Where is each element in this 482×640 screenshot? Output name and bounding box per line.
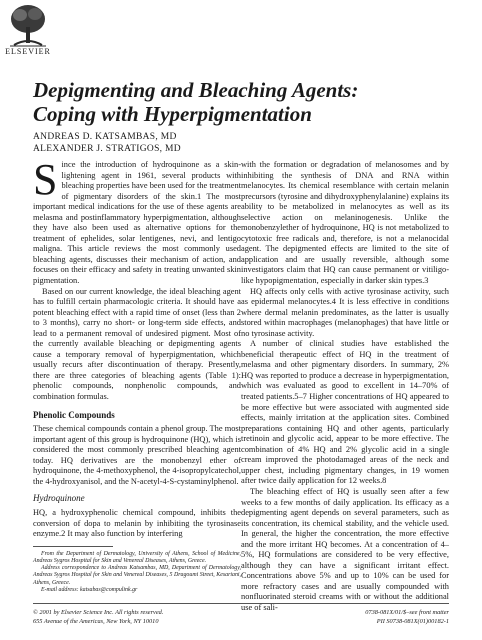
publisher-name: ELSEVIER	[5, 47, 51, 56]
footnote-correspondence: Address correspondence to Andreas Katsambas, MD, Department of Dermatology, Andreas Sygros Hospital for Skin and Venereal Diseases, 5 Dragoumi Street, Kesariani, Athens, Greece.	[33, 565, 241, 586]
footer-divider	[33, 603, 449, 604]
mechanism-paragraph: with the formation or degradation of melanosomes and by inhibiting the synthesis of DNA and RNA within melanocytes. Its chemical resemblance with certain melanin precursors (tyrosine and dihydroxyphenylalanine) explains its ability to be metabolized in melanocytes as well as its selective action on melaninogenesis. Unlike the monobenzylether of hydroquinone, HQ is not metabolized to cytotoxic free radicals and, therefore, is not a melanocidal agent. The depigmented effects are limited to the site of application and are usually reversible, although some investigators claim that HQ can cause permanent or vitiligo-like hypopigmentation, especially in darker skin types.3	[241, 160, 449, 286]
title-line-1: Depigmenting and Bleaching Agents:	[33, 78, 359, 102]
footer-issn: 0738-081X/01/$–see front matter	[365, 609, 449, 616]
footer-copyright: © 2001 by Elsevier Science Inc. All rights reserved.	[33, 609, 164, 616]
footer-address: 655 Avenue of the Americas, New York, NY 10010	[33, 618, 159, 625]
footnotes	[33, 551, 241, 595]
author-2: ALEXANDER J. STRATIGOS, MD	[33, 144, 181, 154]
author-list	[33, 131, 333, 155]
subsection-heading-hydroquinone: Hydroquinone	[33, 493, 85, 504]
elsevier-logo	[2, 1, 54, 63]
intro-paragraph: Since the introduction of hydroquinone as a skin-lightening agent in 1961, several products with bleaching properties have been used for the treatment of pigmentary disorders of the skin.1 The most important medical indications for the use of these agents are melasma and postinflammatory hyperpigmentation, although they have also been used as alternative options for the treatment of ephelides, solar lentigenes, nevi, and lentigo maligna. This article reviews the most commonly used bleaching agents, discusses their mechanism of action, and focuses on their efficacy and safety in treating unwanted skin pigmentation.	[33, 155, 241, 286]
article-title	[33, 78, 453, 126]
tyrosinase-paragraph: HQ affects only cells with active tyrosinase activity, such as epidermal melanocytes.4 It is less effective in conditions where dermal melanin predominates, as the latter is usually stored within macrophages (melanophages) that have little or no tyrosinase activity.	[241, 286, 449, 338]
footnote-email: E-mail address: katsabas@compulink.gr	[41, 587, 138, 594]
footer-pii: PII S0738-081X(01)00182-1	[376, 618, 449, 625]
section-heading-phenolic: Phenolic Compounds	[33, 409, 115, 420]
efficacy-paragraph: The bleaching effect of HQ is usually seen after a few weeks to a few months of daily application. Its efficacy as a depigmenting agent depends on several parameters, such as its concentration, its chemical stability, and the vehicle used. In general, the higher the concentration, the more effective and the more irritant HQ becomes. At a concentration of 4–5%, HQ formulations are considered to be very effective, although they can have a significant irritant effect. Concentrations above 5% and up to 10% can be used for more refractory cases and are usually compounded with nonfluorinated steroid creams with or without the additional use of sali-	[241, 486, 449, 612]
author-1: ANDREAS D. KATSAMBAS, MD	[33, 132, 177, 142]
criteria-paragraph: Based on our current knowledge, the ideal bleaching agent has to fulfill certain pharmacologic criteria. It should have a potent bleaching effect with a rapid time of onset (less than 2 to 3 months), carry no short- or long-term side effects, and lead to a permanent removal of undesired pigment. Most of the currently available bleaching or depigmenting agents cause a temporary removal of hyperpigmentation, which usually recurs after discontinuation of therapy. Presently, there are three categories of bleaching agents (Table 1): phenolic compounds, nonphenolic compounds, and combination formulas.	[33, 286, 241, 402]
phenolic-paragraph: These chemical compounds contain a phenol group. The most important agent of this group is hydroquinone (HQ), which is considered the most commonly prescribed bleaching agent today. HQ derivatives are the monobenzyl ether of hydroquinone, the 4-methoxyphenol, the 4-isopropylcatechol, the 4-hydroxyanisol, and the N-acetyl-4-S-cystaminylphenol.	[33, 424, 241, 486]
tree-emblem-icon	[6, 1, 50, 47]
hydroquinone-paragraph: HQ, a hydroxyphenolic chemical compound, inhibits the conversion of dopa to melanin by inhibiting the tyrosinase enzyme.2 It may also function by interfering	[33, 507, 241, 539]
left-column	[33, 155, 241, 594]
right-column	[241, 160, 449, 614]
footnote-divider	[33, 546, 113, 547]
title-line-2: Coping with Hyperpigmentation	[33, 102, 312, 126]
clinical-studies-paragraph: A number of clinical studies have established the beneficial therapeutic effect of HQ in the treatment of melasma and other pigmentary disorders. In summary, 2% HQ was reported to produce a decrease in hyperpigmentation, which was evaluated as good to excellent in 14–70% of treated patients.5–7 Higher concentrations of HQ appeared to be more effective but were associated with augmented side effects, mainly irritation at the application sites. Combined preparations containing HQ and other agents, particularly tretinoin and glycolic acid, appear to be more effective. The combination of 4% HQ and 2% glycolic acid in a single cream improved the photodamaged areas of the neck and upper chest, including pigmentary changes, in 19 women after twice daily application for 12 weeks.8	[241, 339, 449, 486]
drop-cap: S	[33, 155, 58, 204]
footnote-affiliation: From the Department of Dermatology, University of Athens, School of Medicine, Andreas Sygros Hospital for Skin and Venereal Diseases, Athens, Greece.	[33, 550, 241, 564]
